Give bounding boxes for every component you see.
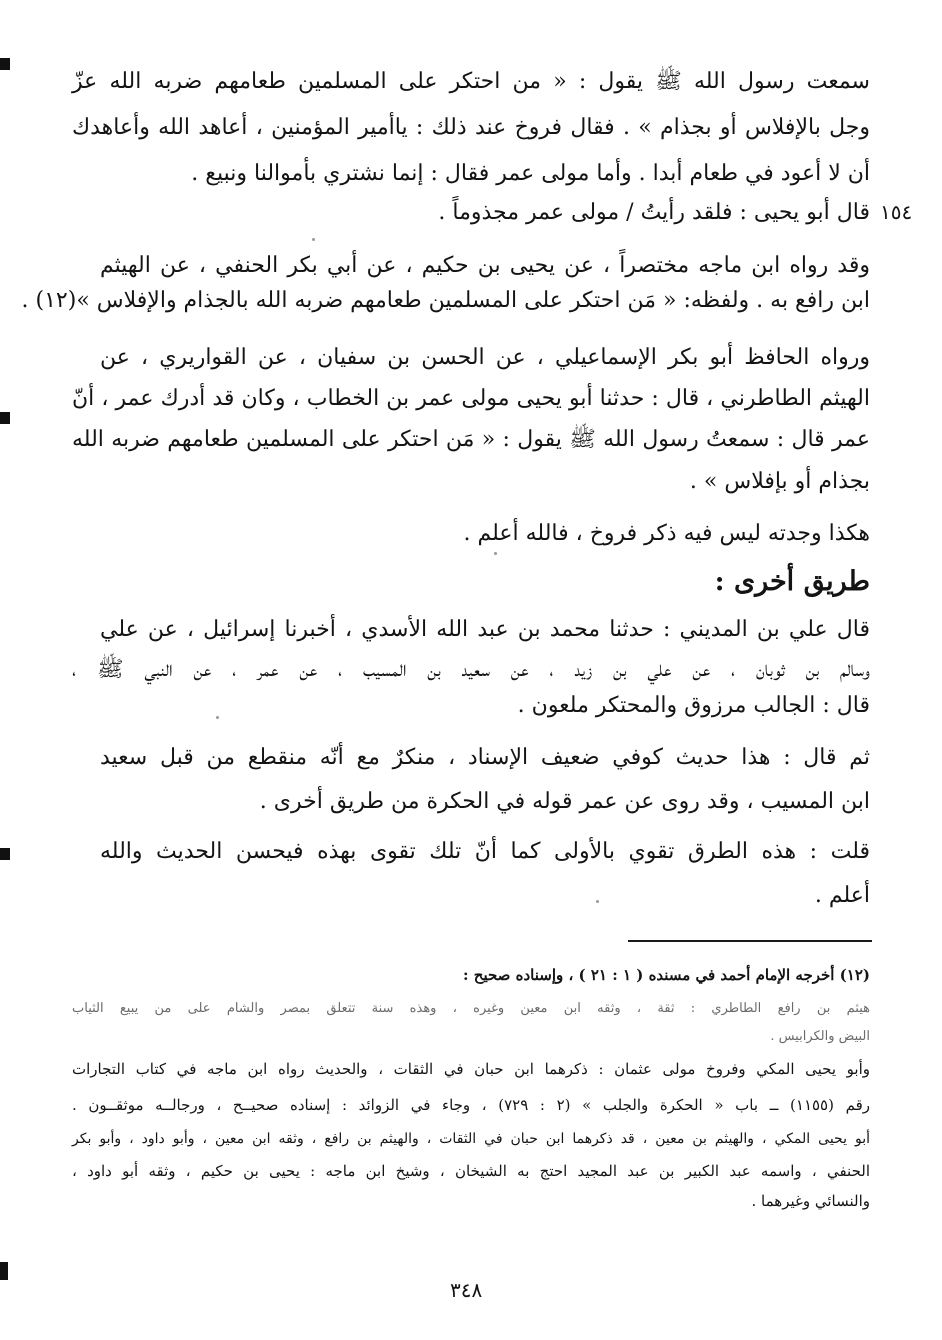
body-line: أن لا أعود في طعام أبدا . وأما مولى عمر فقال : إنما نشتري بأموالنا ونبيع . [191,161,870,186]
body-line: ابن المسيب ، وقد روى عن عمر قوله في الحكرة من طريق أخرى . [259,789,870,814]
footnote-line: هيثم بن رافع الطاطري : ثقة ، وثقه ابن معين وغيره ، وهذه سنة تتعلق بمصر والشام على من يبيع الثياب [72,1001,870,1016]
body-line: الهيثم الطاطرني ، قال : حدثنا أبو يحيى مولى عمر بن الخطاب ، وكان قد أدرك عمر ، أنّ [72,386,870,411]
body-line: بجذام أو بإفلاس » . [689,469,870,494]
body-line: عمر قال : سمعتُ رسول الله ﷺ يقول : « مَن احتكر على المسلمين طعامهم ضربه الله [72,427,870,452]
body-line: قلت : هذه الطرق تقوي بالأولى كما أنّ تلك تقوى بهذه فيحسن الحديث والله [100,839,870,864]
body-line: ورواه الحافظ أبو بكر الإسماعيلي ، عن الحسن بن سفيان ، عن القواريري ، عن [100,345,870,370]
footnote-line: (١٢) أخرجه الإمام أحمد في مسنده ( ١ : ٢١ ) ، وإسناده صحيح : [463,966,870,984]
body-line: أعلم . [814,883,870,908]
body-line: وسالم بن ثوبان ، عن علي بن زيد ، عن سعيد بن المسيب ، عن عمر ، عن النبي ﷺ ، [72,657,870,682]
scan-edge-mark [0,848,10,860]
body-line: وقد رواه ابن ماجه مختصراً ، عن يحيى بن حكيم ، عن أبي بكر الحنفي ، عن الهيثم [100,253,870,278]
body-line: وجل بالإفلاس أو بجذام » . فقال فروخ عند ذلك : ياأمير المؤمنين ، أعاهد الله وأعاهدك [72,115,870,140]
margin-reference-number: ١٥٤ [880,200,913,224]
body-line: قال أبو يحيى : فلقد رأيتُ / مولى عمر مجذوماً . [438,200,870,225]
footnote-line: الحنفي ، واسمه عبد الكبير بن عبد المجيد احتج به الشيخان ، وشيخ ابن ماجه : يحيى بن حكيم ، وثقه أبو داود ، [72,1162,870,1180]
scan-edge-mark [0,1262,8,1280]
body-line: قال : الجالب مرزوق والمحتكر ملعون . [517,693,870,718]
footnote-line: رقم (١١٥٥) ــ باب « الحكرة والجلب » (٢ : ٧٢٩) ، وجاء في الزوائد : إسناده صحيــح ، ورجالــه موثقــون . [72,1096,870,1114]
footnote-line: وأبو يحيى المكي وفروخ مولى عثمان : ذكرهما ابن حبان في الثقات ، والحديث رواه ابن ماجه في كتاب التجارات [72,1060,870,1078]
section-heading: طريق أخرى : [714,566,870,597]
body-line: ابن رافع به . ولفظه: « مَن احتكر على المسلمين طعامهم ضربه الله بالجذام والإفلاس »(١٢) . [21,288,870,313]
page-number: ٣٤٨ [450,1278,483,1302]
body-line: قال علي بن المديني : حدثنا محمد بن عبد الله الأسدي ، أخبرنا إسرائيل ، عن علي [100,617,870,642]
footnote-line: أبو يحيى المكي ، والهيثم بن معين ، قد ذكرهما ابن حبان في الثقات ، والهيثم بن رافع ، وثقه ابن معين ، وأبو داود ، وأبو بكر [72,1131,870,1147]
body-line: سمعت رسول الله ﷺ يقول : « من احتكر على المسلمين طعامهم ضربه الله عزّ [72,69,870,94]
scan-speck [312,238,315,241]
footnote-line: البيض والكرابيس . [770,1029,870,1044]
scan-speck [494,552,497,555]
scan-edge-mark [0,412,10,424]
footnote-line: والنسائي وغيرهما . [751,1192,870,1210]
scan-edge-mark [0,58,10,70]
body-line: هكذا وجدته ليس فيه ذكر فروخ ، فالله أعلم . [463,521,870,546]
footnote-separator [628,940,872,942]
body-line: ثم قال : هذا حديث كوفي ضعيف الإسناد ، منكرٌ مع أنّه منقطع من قبل سعيد [100,745,870,770]
